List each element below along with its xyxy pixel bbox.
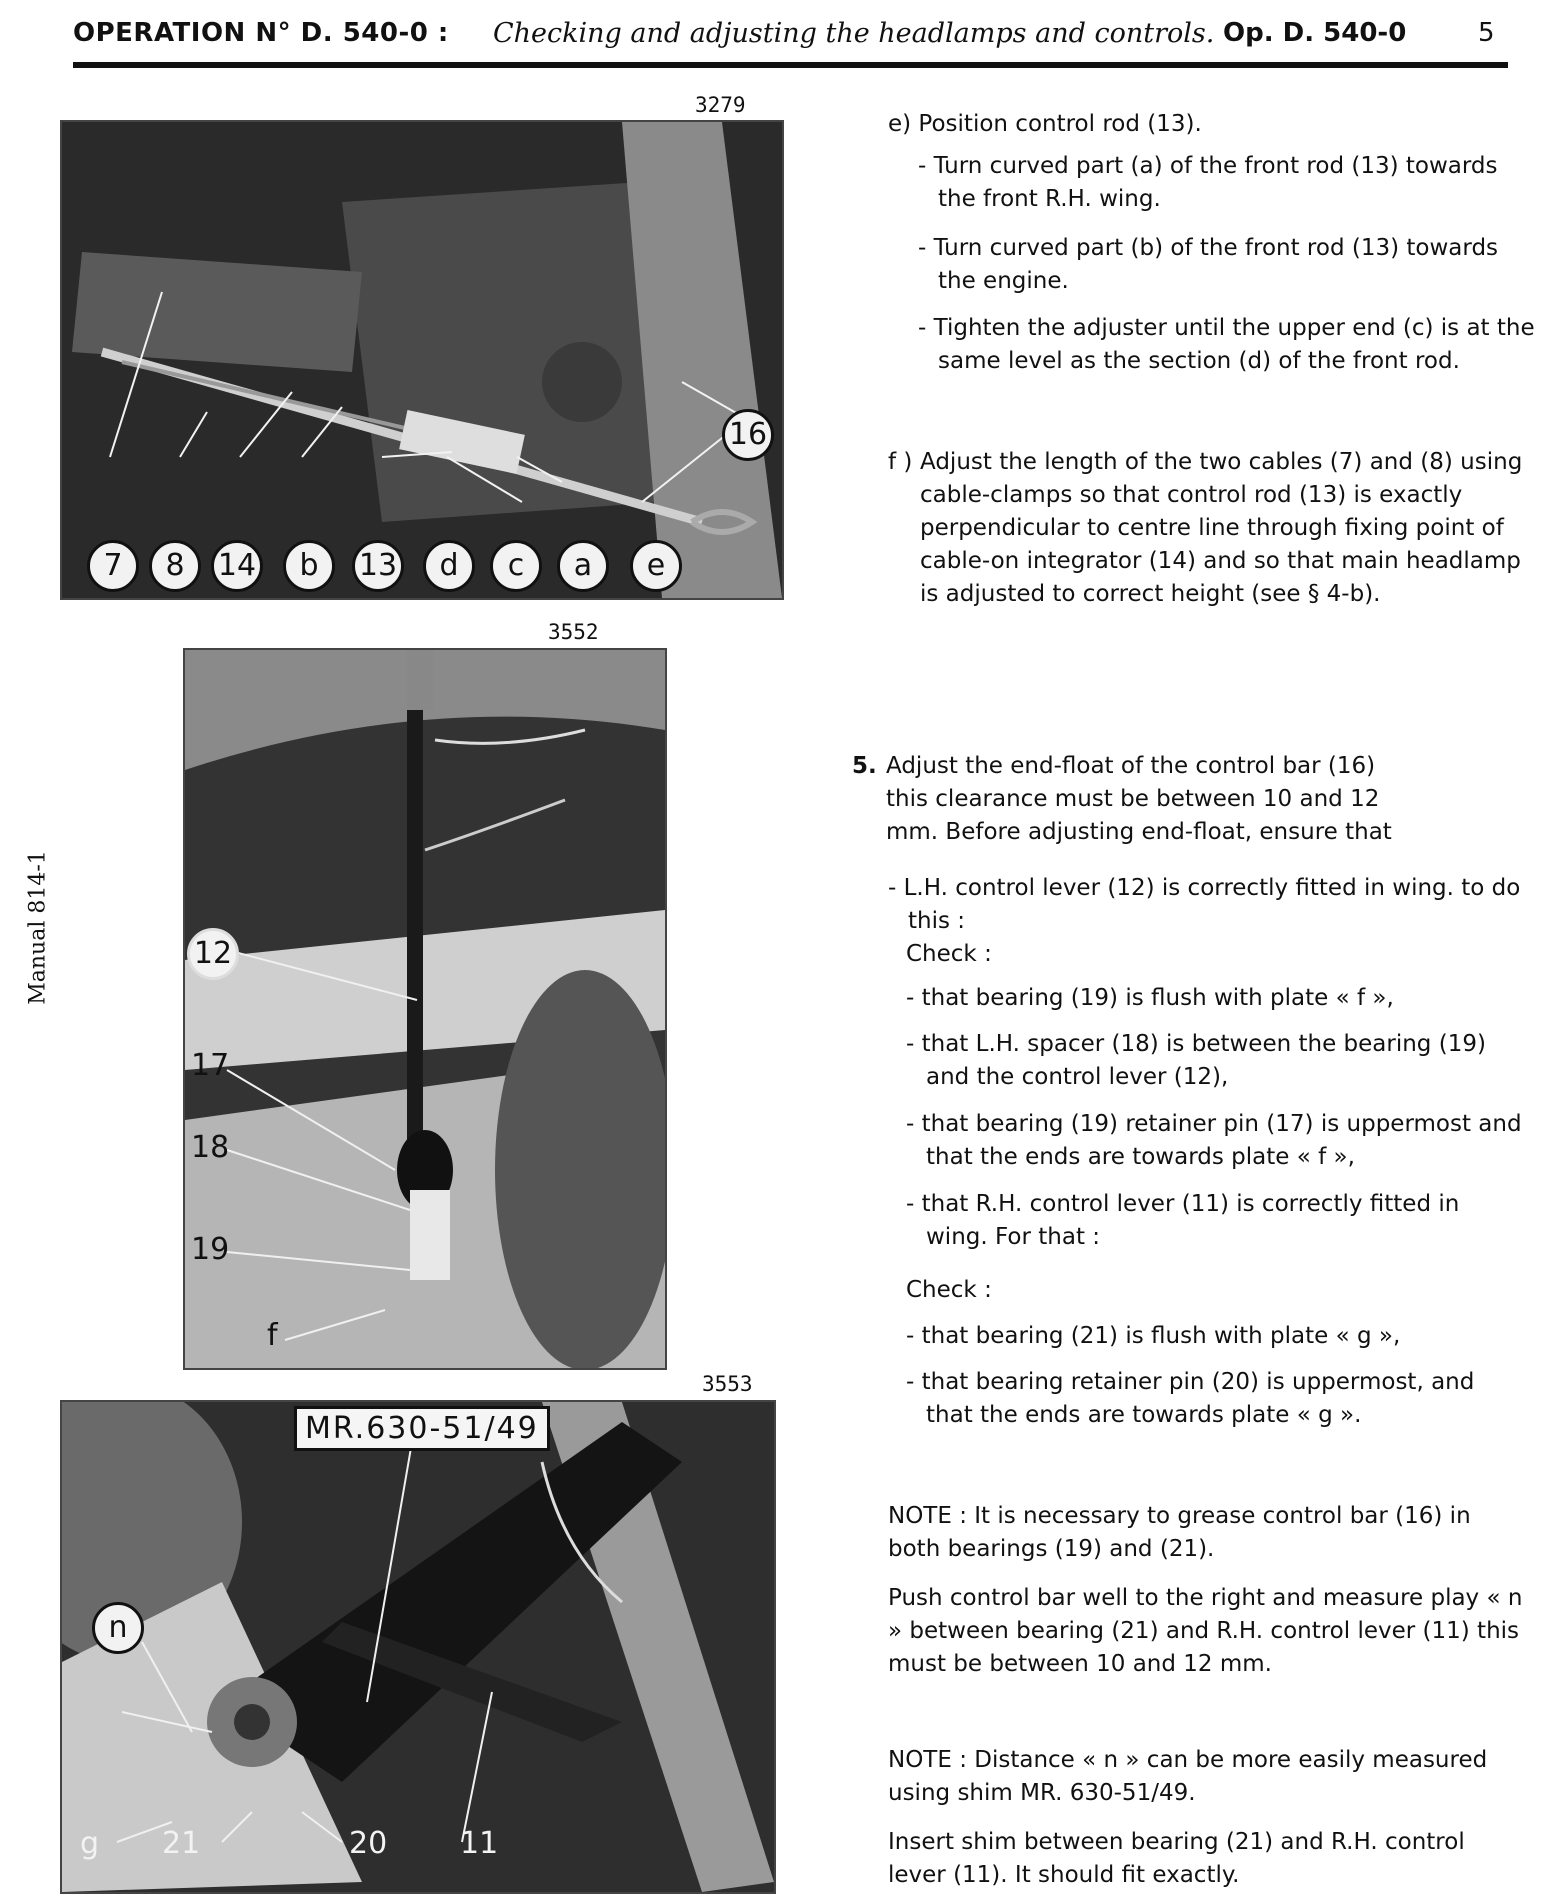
callout-c: c [490, 540, 542, 592]
callout-b: b [283, 540, 335, 592]
figure-3553-photo [60, 1400, 776, 1894]
step-5-body: Adjust the end-float of the control bar (16) this clearance must be between 10 and 12 mm. Before adjusting end-float, ensure that [886, 753, 1392, 845]
label-18: 18 [191, 1130, 230, 1165]
callout-d: d [423, 540, 475, 592]
header-rule [73, 62, 1508, 68]
check-label-1: Check : [906, 941, 992, 967]
figure-number-3553: 3553 [702, 1372, 753, 1396]
check-item-3: - that bearing (19) retainer pin (17) is uppermost and that the ends are towards plate « f », [906, 1111, 1522, 1170]
check-item-6: - that bearing retainer pin (20) is uppermost, and that the ends are towards plate « g ». [906, 1369, 1475, 1428]
label-19: 19 [191, 1232, 230, 1267]
operation-title: Checking and adjusting the headlamps and controls. [493, 18, 1215, 49]
step-e-item-3: - Tighten the adjuster until the upper end (c) is at the same level as the section (d) of the front rod. [918, 315, 1535, 374]
step-e-heading: e) Position control rod (13). [888, 111, 1202, 137]
figure-3552-photo [183, 648, 667, 1370]
step-e-item-2: - Turn curved part (b) of the front rod (13) towards the engine. [918, 235, 1499, 294]
step-f-marker: f ) [888, 449, 913, 475]
figure-number-3552: 3552 [548, 620, 599, 644]
label-21: 21 [162, 1826, 201, 1861]
callout-a: a [557, 540, 609, 592]
figure-3552-illustration [185, 650, 665, 1368]
figure-3279-photo [60, 120, 784, 600]
step-5-number: 5. [852, 753, 877, 779]
figure-3553-illustration [62, 1402, 774, 1892]
check-item-1: - that bearing (19) is flush with plate « f », [906, 985, 1394, 1011]
step-f-body: Adjust the length of the two cables (7) and (8) using cable-clamps so that control rod (13) is exactly perpendicular to centre line through fixing point of cable-on integrator (14) and so that main headlamp is adjusted to correct height (see § 4-b). [920, 449, 1523, 607]
insert-shim-instruction: Insert shim between bearing (21) and R.H. control lever (11). It should fit exactly. [888, 1829, 1465, 1888]
callout-16: 16 [722, 409, 774, 461]
callout-13: 13 [352, 540, 404, 592]
label-f: f [267, 1318, 278, 1353]
note-shim: NOTE : Distance « n » can be more easily measured using shim MR. 630-51/49. [888, 1747, 1488, 1806]
side-margin [8, 830, 68, 1030]
figure-number-3279: 3279 [695, 93, 746, 117]
label-g: g [80, 1826, 100, 1861]
check-item-5: - that bearing (21) is flush with plate « g », [906, 1323, 1401, 1349]
operation-ref: Op. D. 540-0 [1223, 18, 1407, 48]
tool-label: MR.630-51/49 [294, 1406, 550, 1451]
operation-number: OPERATION N° D. 540-0 : [73, 18, 449, 48]
page-header [73, 14, 1508, 54]
lh-lever-item: - L.H. control lever (12) is correctly fitted in wing. to do this : [888, 875, 1521, 934]
figure-3279-illustration [62, 122, 782, 598]
push-instruction: Push control bar well to the right and measure play « n » between bearing (21) and R.H. control lever (11) this must be between 10 and 12 mm. [888, 1585, 1523, 1677]
check-label-2: Check : [906, 1277, 992, 1303]
check-item-2: - that L.H. spacer (18) is between the bearing (19) and the control lever (12), [906, 1031, 1486, 1090]
check-item-4: - that R.H. control lever (11) is correctly fitted in wing. For that : [906, 1191, 1460, 1250]
label-17: 17 [191, 1048, 230, 1083]
page-number: 5 [1478, 18, 1495, 48]
manual-label: Manual 814-1 [25, 850, 51, 1005]
callout-7: 7 [87, 540, 139, 592]
callout-e: e [630, 540, 682, 592]
callout-8: 8 [149, 540, 201, 592]
label-11: 11 [460, 1826, 499, 1861]
step-e-item-1: - Turn curved part (a) of the front rod (13) towards the front R.H. wing. [918, 153, 1498, 212]
callout-12: 12 [187, 928, 239, 980]
callout-14: 14 [211, 540, 263, 592]
note-grease: NOTE : It is necessary to grease control bar (16) in both bearings (19) and (21). [888, 1503, 1471, 1562]
callout-n: n [92, 1602, 144, 1654]
label-20: 20 [349, 1826, 388, 1861]
